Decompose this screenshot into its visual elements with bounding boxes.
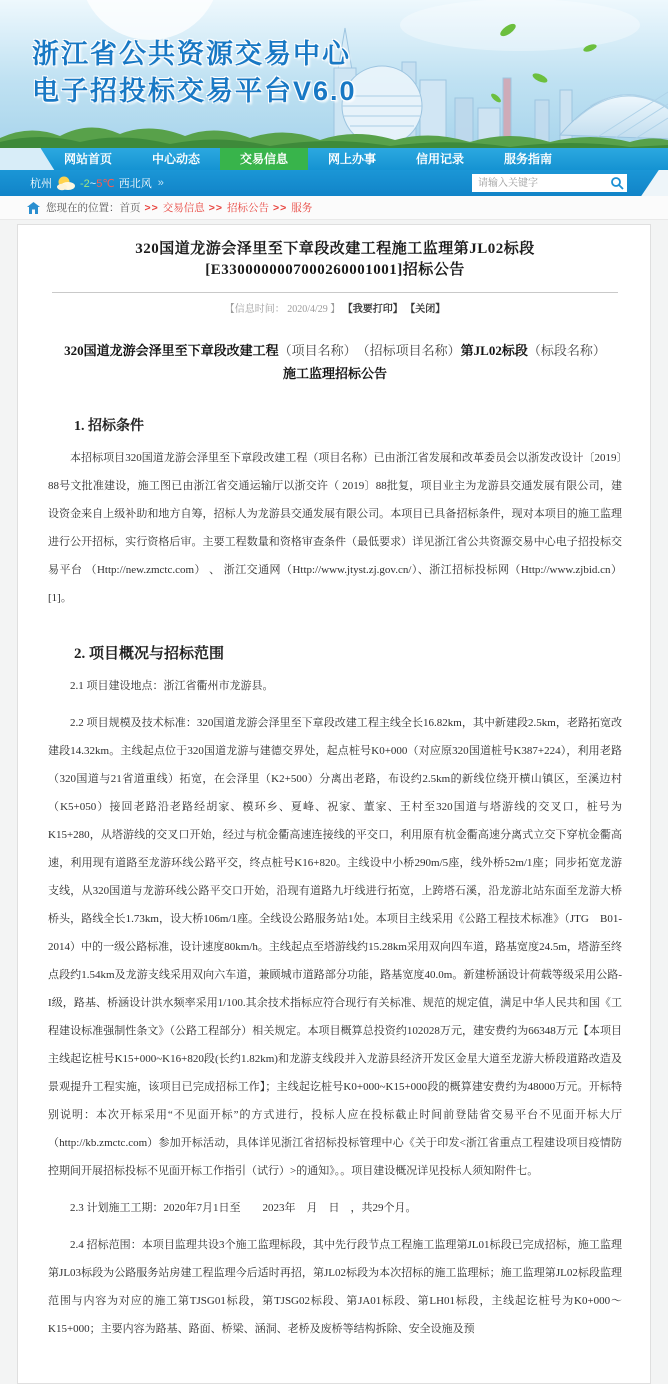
paragraph-2-1-location: 2.1 项目建设地点：浙江省衢州市龙游县。 — [70, 680, 274, 692]
section-heading-tender-conditions: 1. 招标条件 — [74, 419, 144, 434]
article-meta — [48, 300, 622, 315]
breadcrumb-separator: >> — [208, 201, 224, 214]
site-title — [32, 36, 357, 110]
doc-heading-suffix: 施工监理招标公告 — [282, 366, 387, 381]
breadcrumb-trade-info-link[interactable]: 交易信息 — [162, 202, 205, 214]
info-time-value: 2020/4/29 — [287, 304, 328, 315]
site-banner — [0, 0, 668, 148]
weather-more-arrow[interactable]: » — [157, 177, 164, 189]
page-title-line1: 320国道龙游会泽里至下章段改建工程施工监理第JL02标段 — [135, 241, 535, 257]
paragraph-tender-conditions: 本招标项目320国道龙游会泽里至下章段改建工程（项目名称）已由浙江省发展和改革委员会以浙发改设计〔2019〕88号文批准建设，施工图已由浙江省交通运输厅以浙交许（ 2019〕88批复，项目业主为龙游县交通发展有限公司，建设资金来自上级补助和地方自筹，招标人为龙游县交通发展有限公司。本项目已具备招标条件，现对本项目的施工监理进行公开招标，实行资格后审。主要工程数量和资格审查条件（最低要求）详见浙江省公共资源交易中心电子招投标交易平台 （Http://new.zmctc.com） 、 浙江交通网（Http://www.jtyst.zj.gov.cn/）、浙江招标投标网（Http://www.zjbid.cn）[1]。 — [48, 452, 622, 604]
breadcrumb — [0, 196, 668, 220]
nav-item-credit-records[interactable]: 信用记录 — [415, 152, 464, 166]
nav-item-news[interactable]: 中心动态 — [151, 152, 200, 166]
info-time-label: 【信息时间： — [224, 304, 285, 315]
page-title — [48, 239, 622, 281]
page-title-line2: [E3300000007000260001001]招标公告 — [205, 262, 465, 278]
info-time-close-bracket: 】 — [330, 304, 341, 315]
site-title-line1: 浙江省公共资源交易中心 — [32, 39, 351, 69]
doc-heading-label2: （招标项目名称） — [350, 343, 461, 358]
weather-wind: 西北风 — [118, 178, 152, 190]
paragraph-2-4-scope: 2.4 招标范围：本项目监理共设3个施工监理标段，其中先行段节点工程施工监理第JL01标段已完成招标，施工监理第JL03标段为公路服务站房建工程监理今后适时再招，第JL02标段为本次招标的施工监理标；施工监理第JL02标段监理范围与内容为对应的施工第TJSG01标段，第TJSG02标段、第JA01标段、第LH01标段，主线起讫桩号为K0+000～K15+000；主要内容为路基、路面、桥梁、涵洞、老桥及废桥等结构拆除、安全设施及预 — [48, 1239, 622, 1335]
doc-heading-label3: （标段名称） — [527, 343, 606, 358]
utility-corner-decor — [641, 170, 668, 196]
doc-heading-project-name: 320国道龙游会泽里至下章段改建工程 — [64, 343, 279, 358]
search-input[interactable] — [478, 175, 606, 191]
print-button[interactable]: 【我要打印】 — [342, 304, 403, 315]
home-icon — [27, 202, 40, 214]
paragraph-2-3-schedule: 2.3 计划施工工期：2020年7月1日至 2023年 月 日 ，共29个月。 — [70, 1202, 417, 1214]
doc-heading-section-no: 第JL02标段 — [460, 343, 528, 358]
section-heading-project-overview: 2. 项目概况与招标范围 — [74, 646, 225, 662]
title-divider — [52, 292, 618, 293]
nav-item-home[interactable]: 网站首页 — [63, 152, 112, 166]
nav-item-online-services[interactable]: 网上办事 — [327, 152, 376, 166]
breadcrumb-separator: >> — [273, 201, 288, 214]
utility-bar — [0, 170, 668, 196]
content-card — [17, 224, 651, 1384]
breadcrumb-separator: >> — [144, 201, 159, 214]
doc-heading-label1: （项目名称） — [278, 343, 351, 358]
breadcrumb-home-link[interactable]: 首页 — [119, 202, 141, 214]
weather-widget — [30, 175, 164, 191]
main-nav — [0, 148, 668, 170]
search-icon[interactable] — [610, 176, 624, 190]
nav-item-trade-info[interactable]: 交易信息 — [220, 148, 308, 170]
paragraph-2-2-scale-standards: 2.2 项目规模及技术标准：320国道龙游会泽里至下章段改建工程主线全长16.82km，其中新建段2.5km，老路拓宽改建段14.32km。主线起点位于320国道龙游与建德交界处，起点桩号K0+000（对应原320国道桩号K387+224），利用老路（320国道与21省道重线）拓宽，在会泽里（K2+500）分离出老路，布设约2.5km的新线位绕开横山镇区，至溪边村（K5+050）接回老路沿老路经胡家、模环乡、夏峰、祝家、董家、王村至320国道与塔游线的交叉口，桩号为K15+280，从塔游线的交叉口开始，经过与杭金衢高速连接线的平交口，利用原有杭金衢高速分离式立交下穿杭金衢高速，利用现有道路至龙游环线公路平交，终点桩号K16+820。主线设中小桥290m/5座，线外桥52m/1座；同步拓宽龙游支线，从320国道与龙游环线公路平交口开始，沿现有道路九圩线进行拓宽，上跨塔石溪，沿龙游北站东面至龙游大桥桥头，路线全长1.73km，设大桥106m/1座。全线设公路服务站1处。本项目主线采用《公路工程技术标准》（JTG B01-2014）中的一级公路标准，设计速度80km/h。主线起点至塔游线约15.28km采用双向四车道，路基宽度24.5m，塔游至终点段约1.54km及龙游支线采用双向六车道，兼顾城市道路部分功能，路基宽度40.0m。新建桥涵设计荷载等级采用公路-I级，路基、桥涵设计洪水频率采用1/100.其余技术指标应符合现行有关标准、规范的规定值，满足中华人民共和国《工程建设标准强制性条文》（公路工程部分）相关规定。本项目概算总投资约102028万元，建安费约为66348万元【本项目主线起讫桩号K15+000~K16+820段(长约1.82km)和龙游支线段并入龙游县经济开发区金星大道至龙游大桥段道路改造及景观提升工程实施，该项目已完成招标工作】；主线起讫桩号K0+000~K15+000段的概算建安费约为48000万元。开标特别说明：本次开标采用“不见面开标”的方式进行，投标人应在投标截止时间前登陆省交易平台不见面开标大厅（http://kb.zmctc.com）参加开标活动，具体详见浙江省招标投标管理中心《关于印发<浙江省重点工程建设项目疫情防控期间开展招标投标不见面开标工作指引（试行）>的通知》。。项目建设概况详见投标人须知附件七。 — [48, 717, 622, 1177]
breadcrumb-prefix: 您现在的位置： — [46, 202, 120, 214]
close-button[interactable]: 【关闭】 — [405, 304, 446, 315]
breadcrumb-service-link[interactable]: 服务 — [291, 202, 313, 214]
weather-city: 杭州 — [30, 178, 52, 190]
weather-temp: -2~5℃ — [80, 177, 115, 190]
weather-icon — [56, 175, 76, 191]
site-title-line2: 电子招投标交易平台V6.0 — [32, 76, 357, 106]
nav-item-service-guide[interactable]: 服务指南 — [503, 152, 552, 166]
search-box — [472, 174, 627, 192]
document-heading — [60, 339, 610, 385]
breadcrumb-tender-notice-link[interactable]: 招标公告 — [227, 202, 270, 214]
